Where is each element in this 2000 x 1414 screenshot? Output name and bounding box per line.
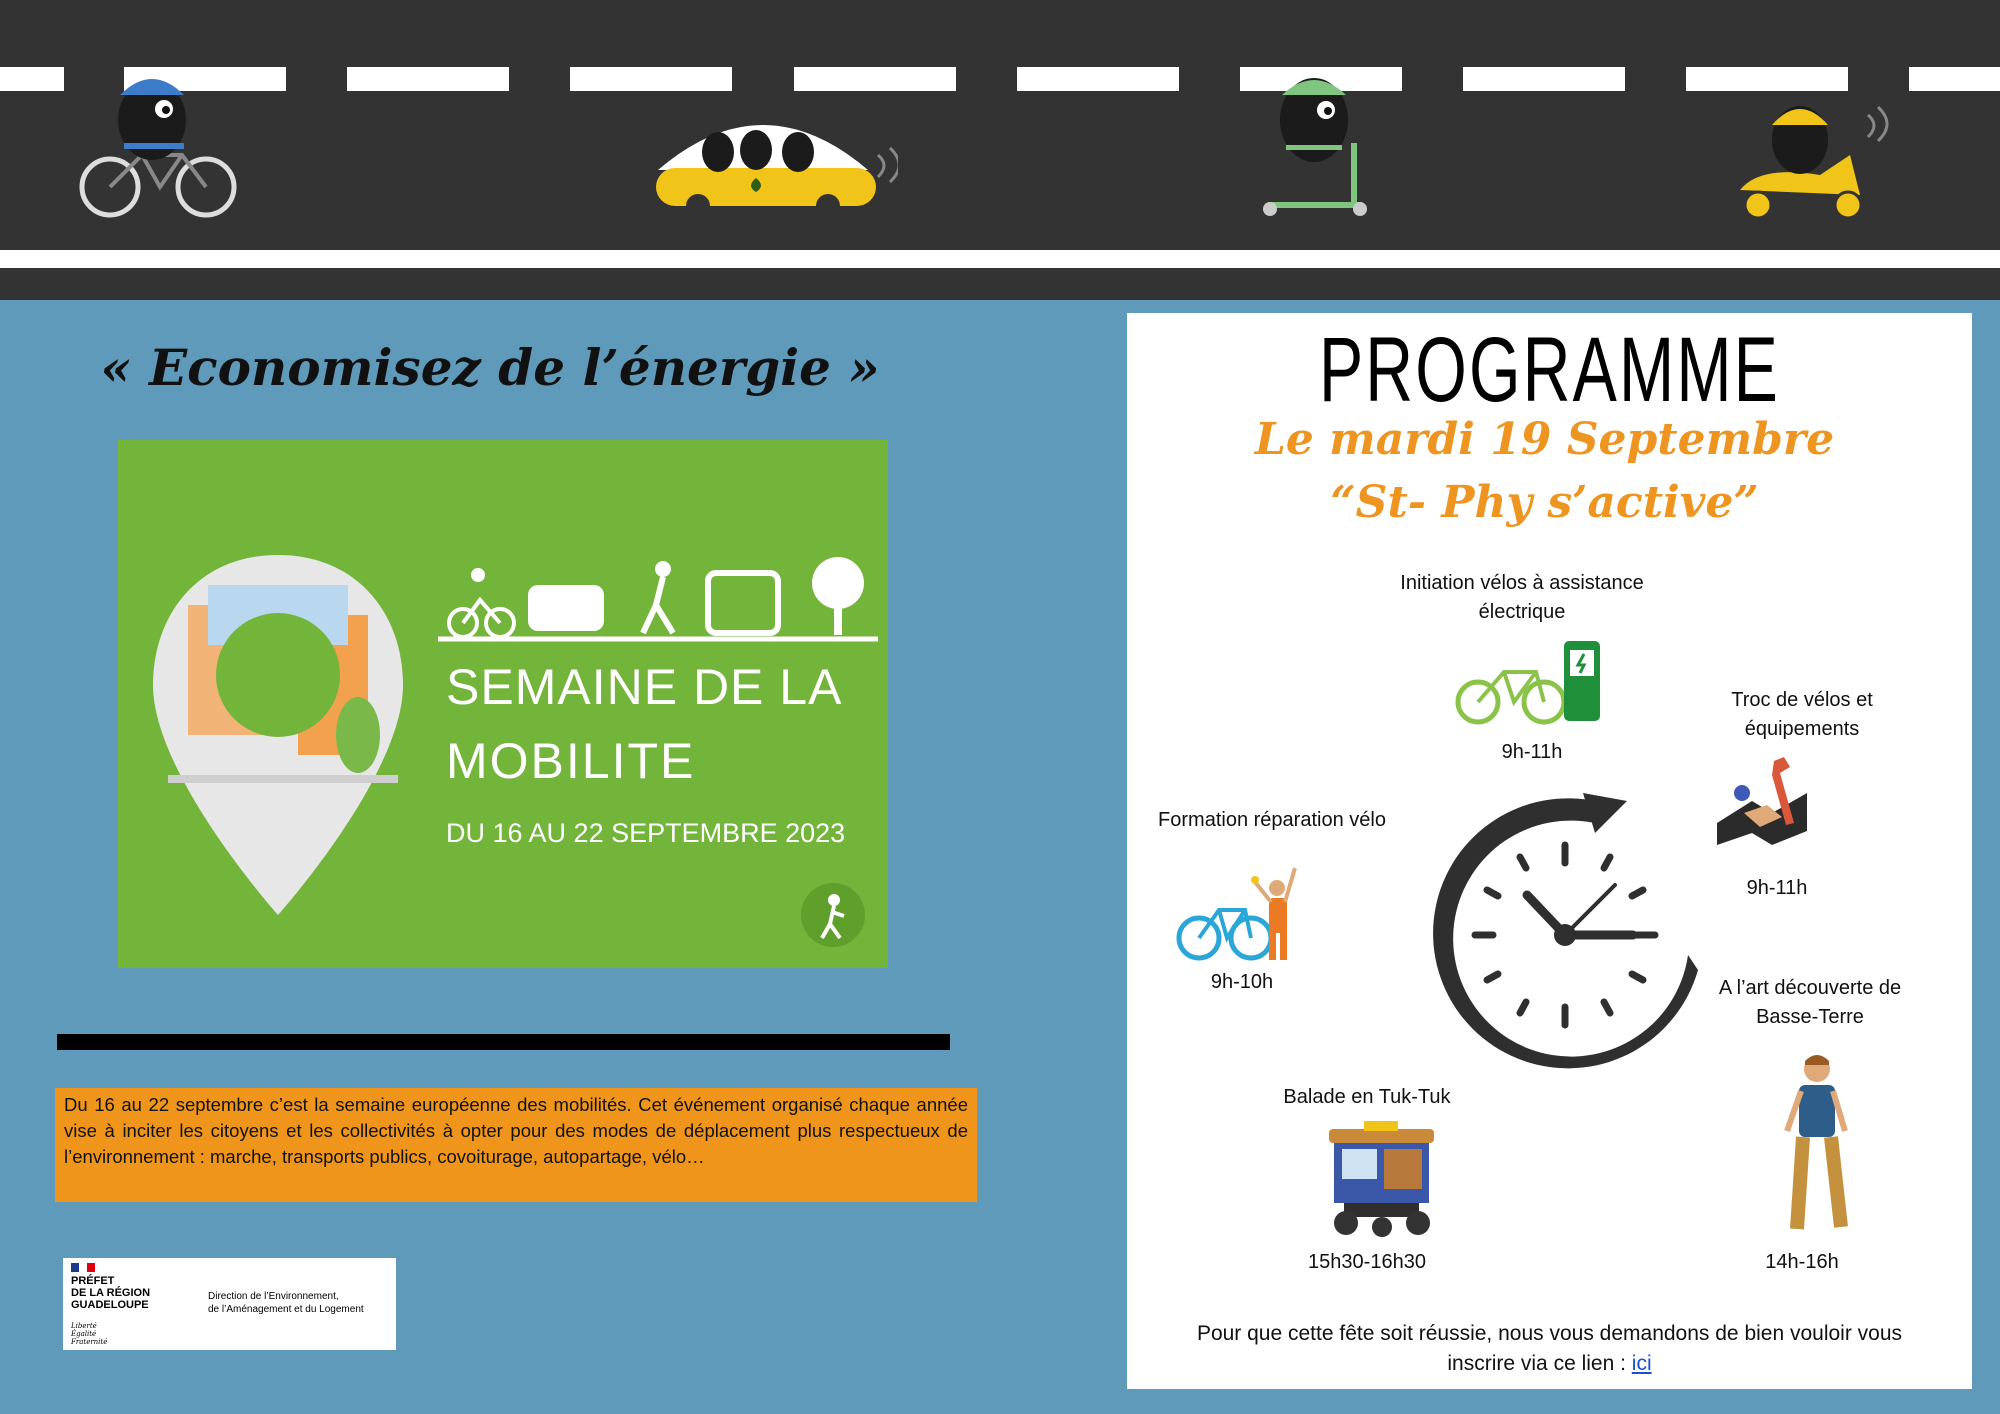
activity-repair-label: Formation réparation vélo	[1158, 809, 1386, 831]
separator-bar	[57, 1034, 950, 1050]
activity-art-time: 14h-16h	[1765, 1251, 1839, 1273]
registration-footer	[1167, 1319, 1932, 1379]
french-flag-icon	[71, 1263, 95, 1272]
tuk-tuk-icon	[1324, 1119, 1439, 1244]
road-dash	[347, 67, 509, 91]
energy-quote: « Economisez de l’énergie »	[100, 338, 880, 397]
scooter-mascot-icon	[1252, 65, 1392, 225]
location-pin-illustration	[148, 545, 408, 925]
poster-dates: DU 16 AU 22 SEPTEMBRE 2023	[446, 818, 846, 848]
moped-mascot-icon	[1700, 95, 1890, 225]
road-dash	[1909, 67, 2000, 91]
road-dash	[794, 67, 956, 91]
road-dash	[1463, 67, 1625, 91]
cyclist-mascot-icon	[72, 65, 242, 225]
walking-man-icon	[1777, 1051, 1857, 1241]
clock-icon	[1405, 775, 1725, 1095]
programme-date: Le mardi 19 Septembre	[1254, 414, 1835, 465]
road-dash	[1686, 67, 1848, 91]
transport-icons-row	[438, 555, 878, 645]
description-box: Du 16 au 22 septembre c’est la semaine européenne des mobilités. Cet événement organisé chaque année vise à inciter les citoyens et les collectivités à opter pour des modes de déplacement plus respectueux de l’environnement : marche, transports publics, covoiturage, autopartage, vélo…	[55, 1088, 977, 1202]
road-dash	[0, 67, 64, 91]
activity-swap-label: Troc de vélos et équipements	[1731, 689, 1873, 740]
republic-motto: Liberté Égalité Fraternité	[71, 1322, 108, 1346]
activity-tuktuk-time: 15h30-16h30	[1308, 1251, 1426, 1273]
activity-tuktuk-label: Balade en Tuk-Tuk	[1283, 1086, 1451, 1108]
programme-event-name: “St- Phy s’active”	[1330, 477, 1759, 528]
poster-title-line2: MOBILITE	[446, 733, 696, 789]
handshake-wrench-icon	[1712, 753, 1812, 853]
mobility-week-poster	[118, 440, 888, 968]
prefecture-logo	[63, 1258, 396, 1350]
road-dash	[570, 67, 732, 91]
deal-direction-label: Direction de l’Environnement, de l’Aménagement et du Logement	[208, 1291, 364, 1315]
activity-ebike-time: 9h-11h	[1501, 741, 1563, 763]
activity-swap-time: 9h-11h	[1746, 877, 1808, 899]
electric-car-mascots-icon	[628, 100, 898, 225]
registration-link[interactable]: ici	[1631, 1352, 1652, 1375]
road-edge-line	[0, 250, 2000, 268]
programme-panel	[1127, 313, 1972, 1389]
poster-title-line1: SEMAINE DE LA	[446, 659, 843, 715]
walker-logo-icon	[798, 880, 868, 950]
activity-repair-time: 9h-10h	[1210, 971, 1274, 993]
activity-art-label: A l’art découverte de Basse-Terre	[1718, 977, 1902, 1028]
road-banner	[0, 0, 2000, 300]
activity-ebike-label: Initiation vélos à assistance électrique	[1400, 572, 1644, 623]
prefet-label: PRÉFET DE LA RÉGION GUADELOUPE	[71, 1275, 151, 1311]
programme-title: PROGRAMME	[1318, 319, 1781, 421]
ebike-charging-icon	[1454, 636, 1614, 731]
road-dash	[1017, 67, 1179, 91]
registration-text: Pour que cette fête soit réussie, nous vous demandons de bien vouloir vous inscrire via ce lien :	[1196, 1322, 1903, 1375]
bike-repair-person-icon	[1175, 858, 1305, 968]
